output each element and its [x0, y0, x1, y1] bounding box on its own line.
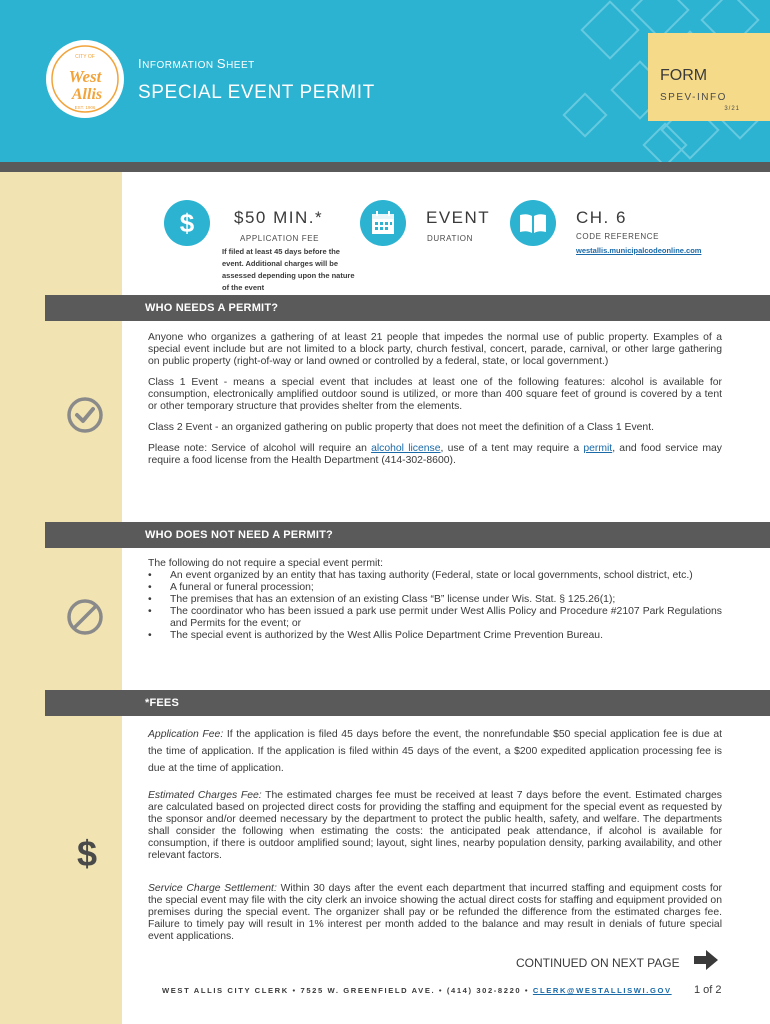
- permit-link[interactable]: permit: [583, 443, 613, 454]
- estimated-charges-label: Estimated Charges Fee:: [148, 790, 262, 801]
- code-value: CH. 6: [576, 208, 627, 227]
- info-sheet-label: INFORMATION SHEET: [138, 56, 255, 71]
- page-number: 1 of 2: [694, 984, 722, 996]
- book-icon: [510, 200, 556, 246]
- alcohol-license-link[interactable]: alcohol license: [371, 443, 441, 454]
- section-title-fees: *FEES: [145, 697, 180, 709]
- section-bar-who-needs: [45, 295, 770, 321]
- logo-bottom-text: EST. 1906: [74, 105, 96, 110]
- fees-svc-paragraph: Service Charge Settlement: Within 30 days after the event each department that incurred staffing and equipment costs for the special event may file with the city clerk an invoice showing the actual direct costs for staffing and equipment provided on premises during the special event. The organizer shall pay or be refunded the difference from the estimated charges fee. Failure to timely pay will result in 1% interest per month added to the balance and may result in denials of future special event applications.: [148, 883, 722, 942]
- form-revision: 3/21: [724, 106, 740, 112]
- fee-note: If filed at least 45 days before the event. Additional charges will be assessed depending upon the nature of the event: [222, 247, 355, 292]
- class2-paragraph: Class 2 Event - an organized gathering on public property that does not meet the definition of a Class 1 Event.: [148, 422, 654, 433]
- fees-app-paragraph: Application Fee: If the application is filed 45 days before the event, the nonrefundable $50 special application fee is due at the time of application. If the application is filed within 45 days of the event, a $200 expedited application processing fee is due at the time of application.: [148, 729, 723, 774]
- list-item: • The coordinator who has been issued a park use permit under West Allis Policy and Procedure #2107 Park Regulations and Permits for the event; or: [148, 606, 722, 630]
- who-needs-paragraph: Anyone who organizes a gathering of at least 21 people that impedes the normal use of public property. Examples of a special event include but are not limited to a block party, church festival, concert, parade, carnival, or other large gathering on public property (right-of-way or land owned or controlled by a federal, state, or local government.): [148, 332, 722, 367]
- note-paragraph: Please note: Service of alcohol will require an alcohol license, use of a tent may require a permit, and food service may require a food license from the Health Department (414-302-8600).: [148, 443, 722, 466]
- section-bar-who-not: [45, 522, 770, 548]
- header-divider: [0, 162, 770, 172]
- svg-text:Allis: Allis: [71, 86, 103, 103]
- form-code: SPEV-INFO: [660, 92, 727, 103]
- exemption-list: [148, 570, 722, 642]
- dollar-icon: [164, 200, 210, 246]
- svg-text:West: West: [68, 67, 102, 86]
- svg-text:$: $: [76, 833, 98, 872]
- list-item: • An event organized by an entity that has taxing authority (Federal, state or local governments, school district, etc.): [148, 570, 722, 582]
- list-item: • The premises that has an extension of an existing Class “B” license under Wis. Stat. § 125.26(1);: [148, 594, 722, 606]
- fees-est-paragraph: Estimated Charges Fee: The estimated charges fee must be received at least 7 days before the event. Estimated charges are calculated based on projected direct costs for providing the staffing and equipment for the special event as requested by the sponsor and/or deemed necessary by the department to protect the public health, safety, and welfare. The departments shall consider the following when estimating the costs: the anticipated peak attendance, if alcohol is available for consumption, if there is outdoor amplified sound; layout, sight lines, nearby population density, parking availability, and other relevant factors.: [148, 790, 722, 861]
- class1-paragraph: Class 1 Event - means a special event that includes at least one of the following features: alcohol is available for consumption, electronically amplified outdoor sound is utilized, or more than 400 square feet of ground is covered by a tent or other temporary structure that provides shelter from the elements.: [148, 377, 722, 412]
- prohibited-icon: [66, 598, 104, 636]
- section-title-who-not: WHO DOES NOT NEED A PERMIT?: [145, 529, 333, 541]
- application-fee-label: Application Fee:: [148, 729, 224, 740]
- who-not-body: [148, 558, 722, 642]
- code-label: CODE REFERENCE: [576, 232, 660, 241]
- code-reference-link[interactable]: westallis.municipalcodeonline.com: [576, 246, 702, 255]
- svg-text:$: $: [179, 208, 195, 238]
- list-item: • A funeral or funeral procession;: [148, 582, 722, 594]
- checkmark-icon: [66, 396, 104, 434]
- duration-label: DURATION: [427, 234, 473, 243]
- list-item: • The special event is authorized by the West Allis Police Department Crime Prevention Bureau.: [148, 630, 722, 642]
- fee-label: APPLICATION FEE: [240, 234, 320, 243]
- section-bar-fees: [45, 690, 770, 716]
- west-allis-logo: [44, 38, 126, 120]
- continued-text: CONTINUED ON NEXT PAGE: [516, 956, 680, 970]
- fee-value: $50 MIN.*: [234, 208, 324, 227]
- who-not-intro: The following do not require a special event permit:: [148, 558, 384, 569]
- form-label: FORM: [660, 67, 708, 84]
- service-charge-label: Service Charge Settlement:: [148, 883, 277, 894]
- footer-address: WEST ALLIS CITY CLERK • 7525 W. GREENFIELD AVE. • (414) 302-8220 • CLERK@WESTALLISWI.GOV: [162, 986, 672, 995]
- arrow-right-icon: [694, 950, 718, 970]
- section-title-who-needs: WHO NEEDS A PERMIT?: [145, 302, 279, 314]
- dollar-sign-icon: [70, 832, 104, 872]
- clerk-email-link[interactable]: CLERK@WESTALLISWI.GOV: [532, 986, 672, 995]
- calendar-icon: [360, 200, 406, 246]
- page-title: SPECIAL EVENT PERMIT: [138, 82, 375, 103]
- who-needs-body: [148, 332, 722, 467]
- form-box: [648, 33, 770, 121]
- header-band: [0, 0, 770, 162]
- duration-value: EVENT: [426, 208, 491, 227]
- logo-top-text: CITY OF: [75, 54, 95, 60]
